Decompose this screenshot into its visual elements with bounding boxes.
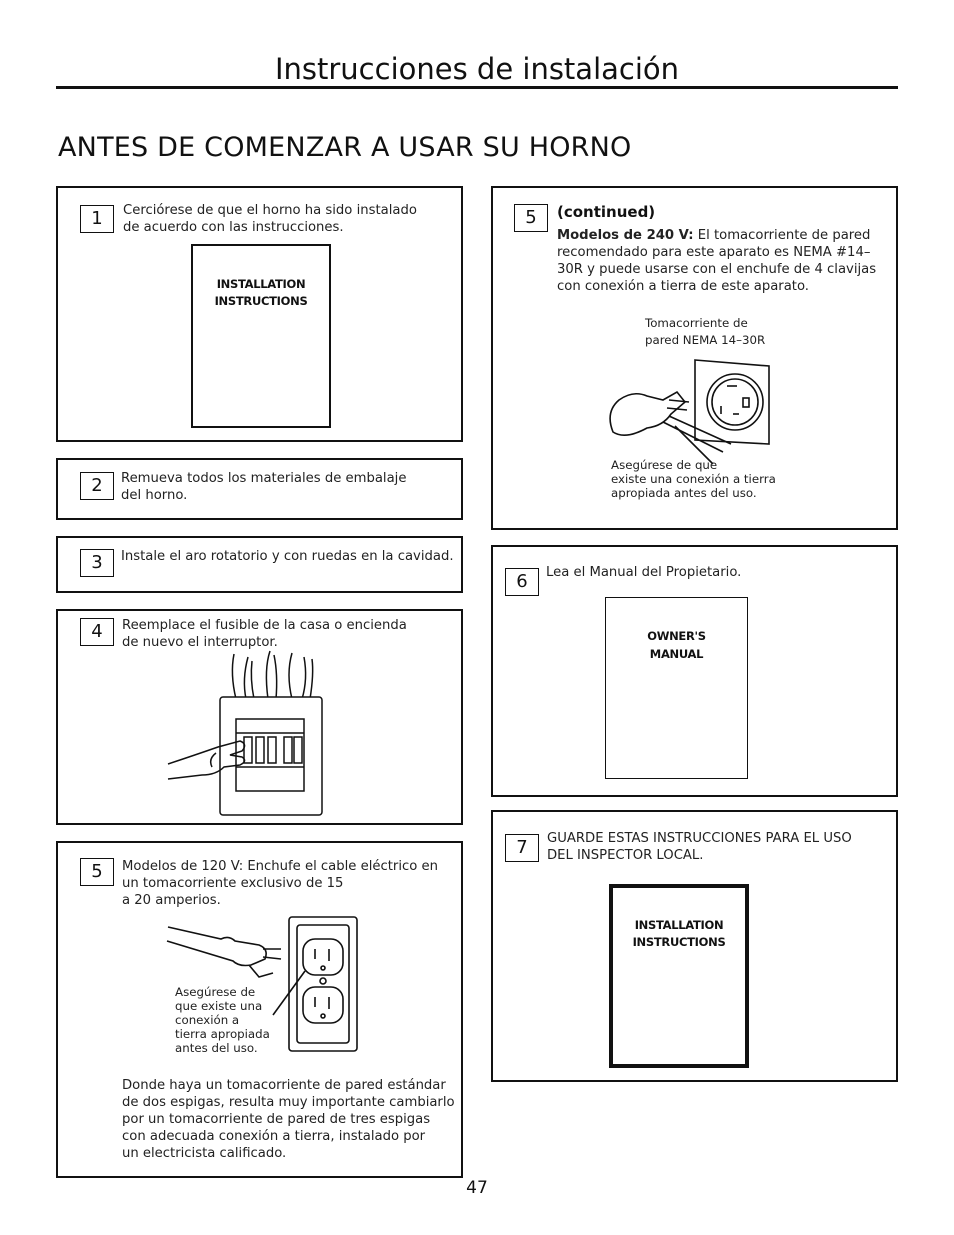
breaker-panel-illustration [158,649,388,819]
nema-outlet-label-line2: pared NEMA 14–30R [645,333,766,347]
step-5-120v-callout-line5: antes del uso. [175,1041,258,1055]
step-4-number: 4 [80,618,114,646]
book-title-line1: INSTALLATION [216,277,306,291]
step-5-240v-callout-line3: apropiada antes del uso. [611,486,757,500]
step-5-240v-text-line1-rest: El tomacorriente de pared [693,228,871,243]
installation-instructions-book-2 [609,884,749,1068]
step-5-120v-bottom-line3: por un tomacorriente de pared de tres espigas [122,1112,431,1127]
step-5-240v-callout-line2: existe una conexión a tierra [611,472,776,486]
owners-manual-title-line1: OWNER'S [647,629,706,643]
step-3-text: Instale el aro rotatorio y con ruedas en la cavidad. [121,549,454,564]
step-5-240v-box [491,186,898,530]
step-7-box [491,810,898,1082]
page-header-title: Instrucciones de instalación [274,52,680,86]
step-5-continued-label: (continued) [557,203,656,221]
step-4-text-line2: de nuevo el interruptor. [122,635,278,650]
step-5-120v-callout-line4: tierra apropiada [175,1027,270,1041]
installation-instructions-book [191,244,331,428]
header-rule [56,86,898,89]
nema-outlet-label-line1: Tomacorriente de [645,316,748,330]
step-2-box [56,458,463,520]
step-5-120v-text-line2: un tomacorriente exclusivo de 15 [122,876,344,891]
page-number: 47 [466,1178,488,1198]
step-5-120v-box [56,841,463,1178]
step-7-text-line1: GUARDE ESTAS INSTRUCCIONES PARA EL USO [547,831,852,846]
book-title-line2: INSTRUCTIONS [214,294,308,308]
step-1-text-line1: Cerciórese de que el horno ha sido instalado [123,203,417,218]
owners-manual-book [605,597,748,779]
book-2-title-line2: INSTRUCTIONS [632,935,726,949]
step-2-number: 2 [80,472,114,500]
section-title: ANTES DE COMENZAR A USAR SU HORNO [58,132,632,163]
step-5-120v-bottom-line2: de dos espigas, resulta muy importante cambiarlo [122,1095,455,1110]
step-1-box [56,186,463,442]
step-5-240v-callout-line1: Asegúrese de que [611,458,718,472]
step-6-box [491,545,898,797]
step-5-240v-text-line3: 30R y puede usarse con el enchufe de 4 clavijas [557,262,877,277]
step-5-120v-text-line3: a 20 amperios. [122,893,221,908]
owners-manual-title-line2: MANUAL [649,647,704,661]
step-2-text-line2: del horno. [121,488,188,503]
step-5-240v-text-line4: con conexión a tierra de este aparato. [557,279,809,294]
step-5-120v-bottom-line1: Donde haya un tomacorriente de pared estándar [122,1078,446,1093]
step-4-box [56,609,463,825]
step-5-120v-text-line1: Modelos de 120 V: Enchufe el cable eléctrico en [122,859,438,874]
step-5-120v-bottom-line4: con adecuada conexión a tierra, instalado por [122,1129,426,1144]
step-5-120v-number: 5 [80,858,114,886]
step-3-box [56,536,463,593]
step-5-240v-text-line1 [557,227,870,244]
step-5-120v-callout-line2: que existe una [175,999,263,1013]
step-4-text-line1: Reemplace el fusible de la casa o encienda [122,618,407,633]
step-5-240v-text-line2: recomendado para este aparato es NEMA #14– [557,245,871,260]
four-prong-outlet-illustration [603,352,783,472]
book-2-title-line1: INSTALLATION [634,918,724,932]
step-5-120v-bottom-line5: un electricista calificado. [122,1146,287,1161]
step-1-number: 1 [80,205,114,233]
step-6-number: 6 [505,568,539,596]
step-5-240v-number: 5 [514,204,548,232]
step-5-240v-bold-lead: Modelos de 240 V: [557,228,694,243]
step-5-120v-callout-line3: conexión a [175,1013,240,1027]
step-2-text-line1: Remueva todos los materiales de embalaje [121,471,407,486]
step-5-120v-callout-line1: Asegúrese de [175,985,256,999]
step-6-text: Lea el Manual del Propietario. [546,565,742,580]
step-7-text-line2: DEL INSPECTOR LOCAL. [547,848,704,863]
step-7-number: 7 [505,834,539,862]
step-3-number: 3 [80,549,114,577]
step-1-text-line2: de acuerdo con las instrucciones. [123,220,344,235]
